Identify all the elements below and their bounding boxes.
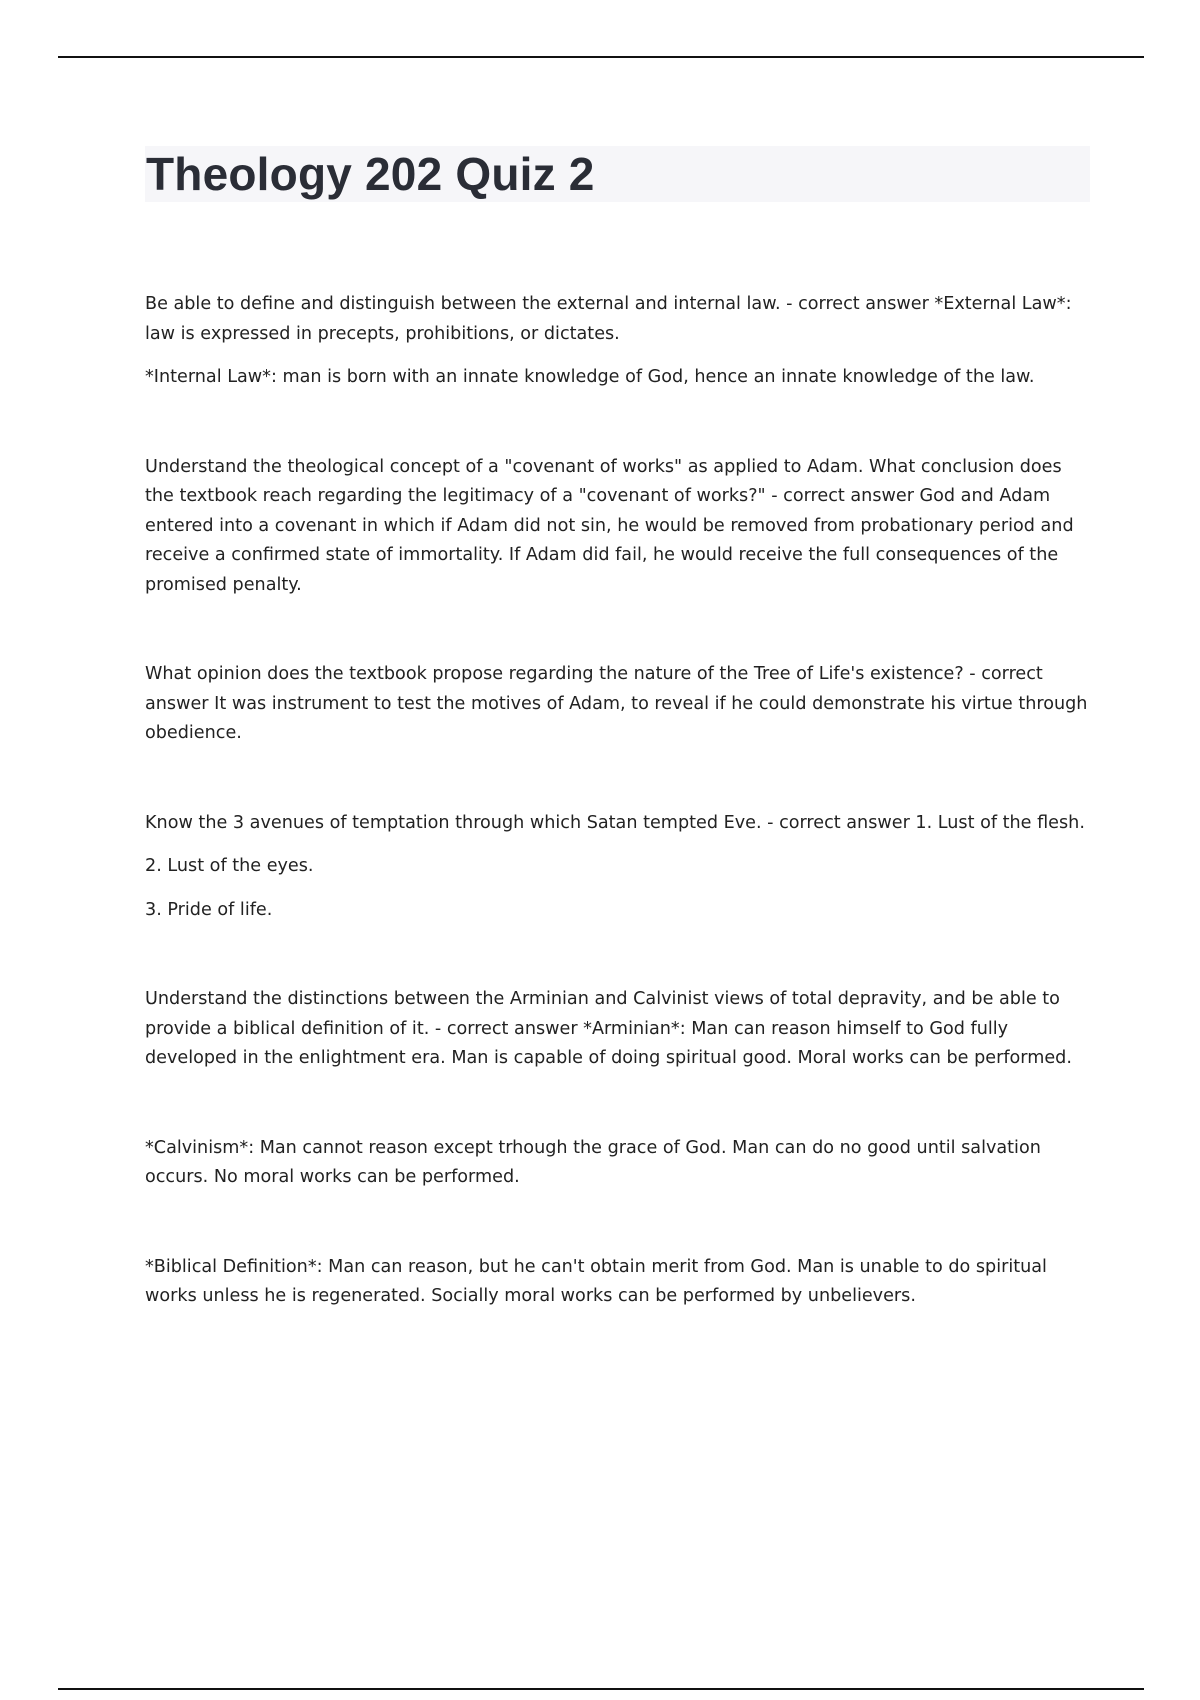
qa-paragraph: 3. Pride of life. bbox=[145, 899, 273, 920]
qa-paragraph: *Biblical Definition*: Man can reason, but he can't obtain merit from God. Man is unable to do spiritual works unless he is regenerated. Socially moral works can be performed by unbelievers. bbox=[145, 1256, 1047, 1306]
top-rule bbox=[58, 56, 1144, 58]
qa-paragraph: Be able to define and distinguish between the external and internal law. - correct answer *External Law*: law is expressed in precepts, prohibitions, or dictates. bbox=[145, 294, 1072, 344]
document-body bbox=[145, 290, 1090, 1312]
qa-block-tree-of-life bbox=[145, 660, 1090, 749]
qa-block-law bbox=[145, 290, 1090, 393]
qa-paragraph: Know the 3 avenues of temptation through which Satan tempted Eve. - correct answer 1. Lust of the flesh. bbox=[145, 812, 1085, 833]
qa-paragraph: *Internal Law*: man is born with an innate knowledge of God, hence an innate knowledge of the law. bbox=[145, 367, 1035, 387]
bottom-rule bbox=[58, 1688, 1144, 1690]
qa-block-calvinism bbox=[145, 1134, 1090, 1193]
qa-paragraph: 2. Lust of the eyes. bbox=[145, 856, 314, 876]
qa-block-depravity-arminian bbox=[145, 985, 1090, 1074]
qa-paragraph: What opinion does the textbook propose regarding the nature of the Tree of Life's existence? - correct answer It was instrument to test the motives of Adam, to reveal if he could demonstrate his virtue through obedience. bbox=[145, 664, 1088, 743]
qa-paragraph: Understand the distinctions between the Arminian and Calvinist views of total depravity, and be able to provide a biblical definition of it. - correct answer *Arminian*: Man can reason himself to God fully developed in the enlightment era. Man is capable of doing spiritual good. Moral works can be performed. bbox=[145, 989, 1072, 1068]
qa-block-covenant-of-works bbox=[145, 453, 1090, 601]
qa-paragraph: Understand the theological concept of a "covenant of works" as applied to Adam. What conclusion does the textbook reach regarding the legitimacy of a "covenant of works?" - correct answer God and Adam entered into a covenant in which if Adam did not sin, he would be removed from probationary period and receive a confirmed state of immortality. If Adam did fail, he would receive the full consequences of the promised penalty. bbox=[145, 456, 1074, 595]
qa-paragraph: *Calvinism*: Man cannot reason except trhough the grace of God. Man can do no good until salvation occurs. No moral works can be performed. bbox=[145, 1137, 1041, 1187]
qa-block-temptation bbox=[145, 809, 1090, 926]
page-title: Theology 202 Quiz 2 bbox=[146, 148, 595, 200]
qa-block-biblical-definition bbox=[145, 1253, 1090, 1312]
